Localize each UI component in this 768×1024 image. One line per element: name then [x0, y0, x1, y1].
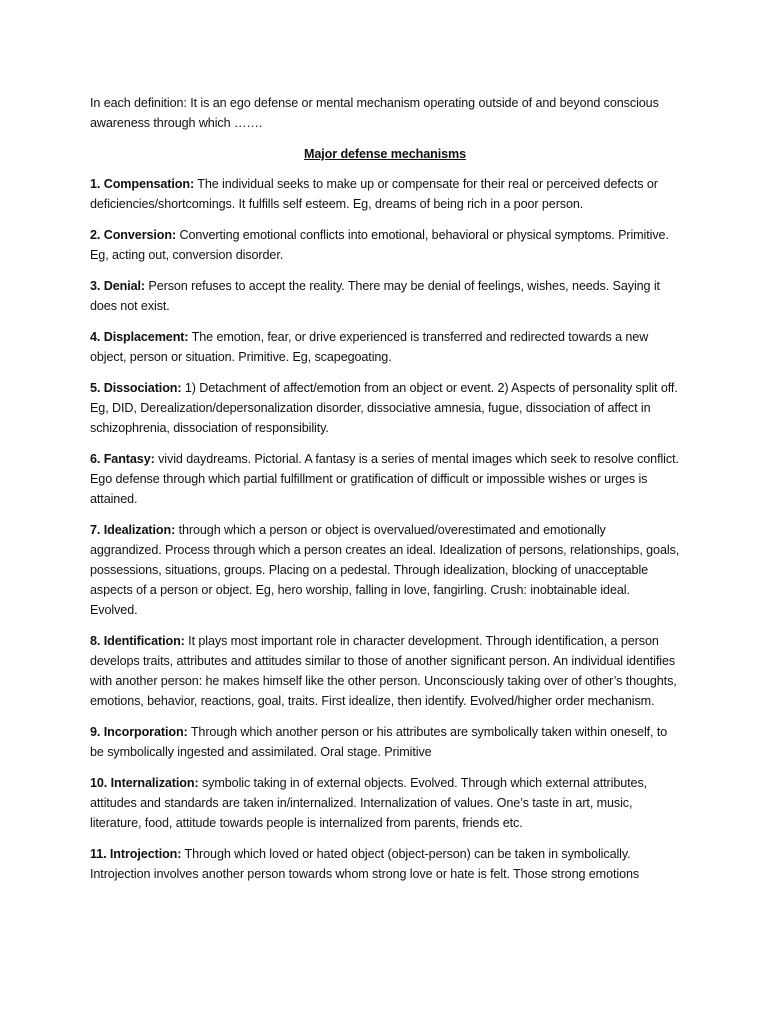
entry-term: 7. Idealization: [90, 523, 176, 537]
definition-entry [90, 520, 680, 620]
entry-text: The emotion, fear, or drive experienced is transferred and redirected towards a new object, person or situation. Primitive. Eg, scapegoating. [90, 330, 649, 364]
intro-paragraph: In each definition: It is an ego defense or mental mechanism operating outside of and beyond conscious awareness through which ……. [90, 96, 659, 130]
entry-text: The individual seeks to make up or compensate for their real or perceived defects or deficiencies/shortcomings. It fulfills self esteem. Eg, dreams of being rich in a poor person. [90, 177, 658, 211]
entry-term: 4. Displacement: [90, 330, 189, 344]
entry-term: 2. Conversion: [90, 228, 177, 242]
entry-text: symbolic taking in of external objects. Evolved. Through which external attributes, attitudes and standards are taken in/internalized. Internalization of values. One’s taste in art, music, literature, food, attitude towards people is internalized from parents, friends etc. [90, 776, 648, 830]
entry-text: 1) Detachment of affect/emotion from an object or event. 2) Aspects of personality split off. Eg, DID, Derealization/depersonalization disorder, dissociative amnesia, fugue, dissociation of affect in schizophrenia, dissociation of responsibility. [90, 381, 678, 435]
entry-term: 6. Fantasy: [90, 452, 155, 466]
section-heading [90, 144, 680, 164]
definition-entry [90, 449, 680, 509]
entry-term: 9. Incorporation: [90, 725, 188, 739]
document-body [90, 93, 680, 895]
definition-entry [90, 631, 680, 711]
definition-entry [90, 327, 680, 367]
entry-term: 5. Dissociation: [90, 381, 182, 395]
entry-text: through which a person or object is overvalued/overestimated and emotionally aggrandized. Process through which a person creates an ideal. Idealization of persons, relationships, goals, possessions, situations, groups. Placing on a pedestal. Through idealization, blocking of unacceptable aspects of a person or object. Eg, hero worship, falling in love, fangirling. Crush: inobtainable ideal. Evolved. [90, 523, 680, 617]
entry-term: 11. Introjection: [90, 847, 182, 861]
definition-entry [90, 225, 680, 265]
entry-term: 1. Compensation: [90, 177, 195, 191]
definition-entry [90, 773, 680, 833]
entry-term: 3. Denial: [90, 279, 145, 293]
definition-entry [90, 378, 680, 438]
entry-text: Person refuses to accept the reality. There may be denial of feelings, wishes, needs. Saying it does not exist. [90, 279, 660, 313]
entry-term: 8. Identification: [90, 634, 185, 648]
definition-entry [90, 276, 680, 316]
entry-term: 10. Internalization: [90, 776, 199, 790]
entry-text: Through which loved or hated object (object-person) can be taken in symbolically. Introjection involves another person towards whom strong love or hate is felt. Those strong emotions [90, 847, 640, 881]
entry-text: Converting emotional conflicts into emotional, behavioral or physical symptoms. Primitive. Eg, acting out, conversion disorder. [90, 228, 669, 262]
entry-text: Through which another person or his attributes are symbolically taken within oneself, to be symbolically ingested and assimilated. Oral stage. Primitive [90, 725, 668, 759]
definition-entry [90, 722, 680, 762]
section-heading-text: Major defense mechanisms [303, 147, 467, 161]
entry-text: It plays most important role in character development. Through identification, a person develops traits, attributes and attitudes similar to those of another significant person. An individual identifies with another person: he makes himself like the other person. Unconsciously taking over of other’s thoughts, emotions, behavior, reactions, goal, traits. First idealize, then identify. Evolved/higher order mechanism. [90, 634, 677, 708]
definition-entry [90, 174, 680, 214]
definition-entry [90, 844, 680, 884]
entry-text: vivid daydreams. Pictorial. A fantasy is a series of mental images which seek to resolve conflict. Ego defense through which partial fulfillment or gratification of difficult or impossible wishes or urges is attained. [90, 452, 679, 506]
